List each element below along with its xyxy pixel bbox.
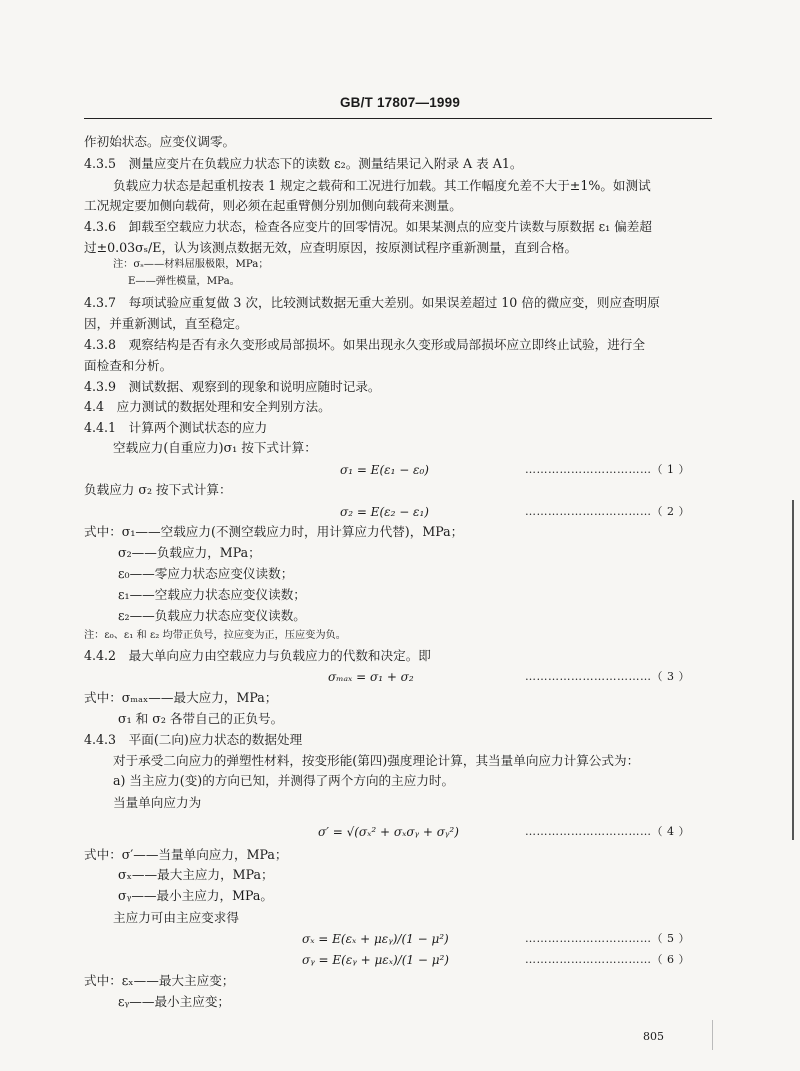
text-line: εᵧ——最小主应变； bbox=[118, 994, 231, 1009]
text-line: ε₁——空载应力状态应变仪读数； bbox=[118, 587, 306, 602]
text-line: 负载应力状态是起重机按表 1 规定之载荷和工况进行加载。其工作幅度允差不大于±1%。如测试 bbox=[113, 178, 651, 193]
clause-4-4-2: 4.4.2 最大单向应力由空载应力与负载应力的代数和决定。即 bbox=[84, 648, 431, 663]
clause-4-3-9: 4.3.9 测试数据、观察到的现象和说明应随时记录。 bbox=[84, 379, 381, 394]
clause-4-4: 4.4 应力测试的数据处理和安全判别方法。 bbox=[84, 399, 331, 414]
text-line: 式中：σ′——当量单向应力，MPa； bbox=[84, 847, 288, 862]
text-line: 空载应力(自重应力)σ₁ 按下式计算： bbox=[113, 440, 317, 455]
equation-6: σᵧ = E(εᵧ + μεₓ)/(1 − μ²) bbox=[302, 953, 449, 967]
text-line: σₓ——最大主应力，MPa； bbox=[118, 867, 274, 882]
equation-number-3: ……………………………（ 3 ） bbox=[525, 670, 690, 683]
text-line: σ₂——负载应力，MPa； bbox=[118, 545, 261, 560]
text-line: 式中：σₘₐₓ——最大应力，MPa； bbox=[84, 690, 278, 705]
text-line: 面检查和分析。 bbox=[84, 358, 173, 373]
page-number: 805 bbox=[643, 1030, 664, 1043]
text-line: 负载应力 σ₂ 按下式计算： bbox=[84, 482, 232, 497]
text-line: a) 当主应力(变)的方向已知，并测得了两个方向的主应力时。 bbox=[113, 773, 455, 788]
text-line: 作初始状态。应变仪调零。 bbox=[84, 134, 236, 149]
clause-4-3-6: 4.3.6 卸载至空载应力状态，检查各应变片的回零情况。如果某测点的应变片读数与原数据 ε₁ 偏差超 bbox=[84, 219, 652, 234]
equation-5: σₓ = E(εₓ + μεᵧ)/(1 − μ²) bbox=[302, 932, 449, 946]
text-line: 主应力可由主应变求得 bbox=[113, 910, 239, 925]
equation-number-1: ……………………………（ 1 ） bbox=[525, 463, 690, 476]
text-line: 工况规定要加侧向载荷，则必须在起重臂侧分别加侧向载荷来测量。 bbox=[84, 198, 462, 213]
note-line: 注：ε₀、ε₁ 和 ε₂ 均带正负号，拉应变为正，压应变为负。 bbox=[84, 630, 346, 641]
equation-number-4: ……………………………（ 4 ） bbox=[525, 825, 690, 838]
clause-4-3-7: 4.3.7 每项试验应重复做 3 次，比较测试数据无重大差别。如果误差超过 10 倍的微应变，则应查明原 bbox=[84, 295, 660, 310]
equation-number-2: ……………………………（ 2 ） bbox=[525, 505, 690, 518]
equation-number-6: ……………………………（ 6 ） bbox=[525, 953, 690, 966]
text-line: 式中：εₓ——最大主应变； bbox=[84, 973, 235, 988]
text-line: 对于承受二向应力的弹塑性材料，按变形能(第四)强度理论计算，其当量单向应力计算公式为： bbox=[113, 753, 640, 768]
text-line: σ₁ 和 σ₂ 各带自己的正负号。 bbox=[118, 711, 284, 726]
scan-edge-mark bbox=[712, 1020, 713, 1050]
equation-2: σ₂ = E(ε₂ − ε₁) bbox=[340, 505, 429, 519]
equation-number-5: ……………………………（ 5 ） bbox=[525, 932, 690, 945]
clause-4-4-1: 4.4.1 计算两个测试状态的应力 bbox=[84, 420, 268, 435]
standard-header: GB/T 17807—1999 bbox=[339, 95, 461, 110]
clause-4-3-5: 4.3.5 测量应变片在负载应力状态下的读数 ε₂。测量结果记入附录 A 表 A1。 bbox=[84, 156, 523, 171]
text-line: 过±0.03σₛ/E，认为该测点数据无效，应查明原因，按原测试程序重新测量，直到合格。 bbox=[84, 240, 578, 255]
equation-4: σ′ = √(σₓ² + σₓσᵧ + σᵧ²) bbox=[318, 825, 459, 839]
scan-edge-mark bbox=[792, 500, 794, 840]
equation-1: σ₁ = E(ε₁ − ε₀) bbox=[340, 463, 429, 477]
note-line: 注：σₛ——材料屈服极限，MPa； bbox=[113, 259, 269, 270]
equation-3: σₘₐₓ = σ₁ + σ₂ bbox=[328, 670, 414, 684]
header-rule bbox=[84, 118, 712, 119]
text-line: 式中：σ₁——空载应力(不测空载应力时，用计算应力代替)，MPa； bbox=[84, 524, 464, 539]
clause-4-4-3: 4.4.3 平面(二向)应力状态的数据处理 bbox=[84, 732, 303, 747]
text-line: ε₂——负载应力状态应变仪读数。 bbox=[118, 608, 306, 623]
text-line: σᵧ——最小主应力，MPa。 bbox=[118, 888, 273, 903]
clause-4-3-8: 4.3.8 观察结构是否有永久变形或局部损坏。如果出现永久变形或局部损坏应立即终止试验，进行全 bbox=[84, 337, 645, 352]
text-line: 因，并重新测试，直至稳定。 bbox=[84, 316, 248, 331]
text-line: 当量单向应力为 bbox=[113, 795, 202, 810]
note-line: E——弹性模量，MPa。 bbox=[128, 276, 240, 287]
text-line: ε₀——零应力状态应变仪读数； bbox=[118, 566, 294, 581]
